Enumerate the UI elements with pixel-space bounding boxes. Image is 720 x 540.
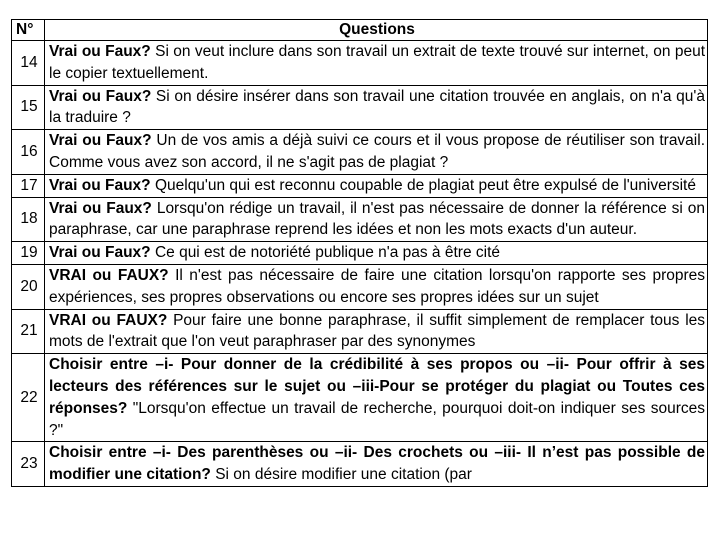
question-body: Quelqu'un qui est reconnu coupable de plagiat peut être expulsé de l'université bbox=[150, 176, 696, 194]
question-body: Si on désire insérer dans son travail une citation trouvée en anglais, on n'a qu'à la traduire ? bbox=[49, 87, 705, 127]
question-row-21 bbox=[12, 309, 708, 354]
question-row-17 bbox=[12, 174, 708, 197]
questions-header: Questions bbox=[45, 20, 708, 41]
question-row-18 bbox=[12, 197, 708, 242]
question-row-15 bbox=[12, 85, 708, 130]
question-body: "Lorsqu'on effectue un travail de recherche, pourquoi doit-on indiquer ses sources ?" bbox=[49, 399, 705, 439]
question-text bbox=[45, 309, 708, 354]
question-text bbox=[45, 41, 708, 86]
question-number: 23 bbox=[12, 442, 45, 487]
question-text bbox=[45, 442, 708, 487]
question-lead: Vrai ou Faux? bbox=[49, 132, 152, 150]
question-text bbox=[45, 264, 708, 309]
number-header: N° bbox=[12, 20, 45, 41]
questions-table bbox=[11, 19, 708, 487]
question-lead: Vrai ou Faux? bbox=[49, 43, 151, 60]
question-row-23 bbox=[12, 442, 708, 487]
question-number: 21 bbox=[12, 309, 45, 354]
question-lead: Vrai ou Faux? bbox=[49, 244, 151, 262]
question-number: 15 bbox=[12, 85, 45, 130]
question-row-20 bbox=[12, 264, 708, 309]
header-row bbox=[12, 20, 708, 41]
question-body: Il n'est pas nécessaire de faire une citation lorsqu'on rapporte ses propres expériences, ses propres observations ou encore ses propres idées sur un sujet bbox=[49, 266, 706, 306]
question-number: 19 bbox=[12, 242, 45, 265]
question-number: 16 bbox=[12, 130, 45, 175]
question-lead: Vrai ou Faux? bbox=[49, 199, 152, 217]
question-lead: Choisir entre –i- Pour donner de la crédibilité à ses propos ou –ii- Pour offrir à ses lecteurs des références sur le sujet ou –iii-Pour se protéger du plagiat ou Toutes ces réponses? bbox=[49, 356, 705, 417]
question-row-19 bbox=[12, 242, 708, 265]
question-number: 14 bbox=[12, 41, 45, 86]
question-body: Pour faire une bonne paraphrase, il suffit simplement de remplacer tous les mots de l'extrait que l'on veut paraphraser par des synonymes bbox=[49, 311, 706, 351]
question-text bbox=[45, 197, 708, 242]
question-lead: Vrai ou Faux? bbox=[49, 176, 151, 194]
question-number: 22 bbox=[12, 354, 45, 442]
question-text bbox=[45, 354, 708, 442]
question-row-22 bbox=[12, 354, 708, 442]
question-lead: VRAI ou FAUX? bbox=[49, 311, 168, 329]
question-number: 20 bbox=[12, 264, 45, 309]
question-text bbox=[45, 85, 708, 130]
question-number: 17 bbox=[12, 174, 45, 197]
question-row-16 bbox=[12, 130, 708, 175]
question-lead: Choisir entre –i- Des parenthèses ou –ii- Des crochets ou –iii- Il n’est pas possible de modifier une citation? bbox=[49, 444, 705, 484]
question-body: Lorsqu'on rédige un travail, il n'est pas nécessaire de donner la référence si on paraphrase, car une paraphrase reprend les idées et non les mots exacts d'un auteur. bbox=[49, 199, 706, 239]
question-text bbox=[45, 130, 708, 175]
question-body: Si on veut inclure dans son travail un extrait de texte trouvé sur internet, on peut le copier textuellement. bbox=[49, 43, 705, 82]
question-body: Ce qui est de notoriété publique n'a pas à être cité bbox=[150, 244, 500, 262]
question-text bbox=[45, 242, 708, 265]
question-lead: VRAI ou FAUX? bbox=[49, 266, 169, 284]
question-body: Un de vos amis a déjà suivi ce cours et il vous propose de réutiliser son travail. Comme vous avez son accord, il ne s'agit pas de plagiat ? bbox=[49, 132, 705, 171]
question-text bbox=[45, 174, 708, 197]
question-number: 18 bbox=[12, 197, 45, 242]
question-lead: Vrai ou Faux? bbox=[49, 87, 152, 105]
question-body: Si on désire modifier une citation (par bbox=[210, 466, 472, 484]
question-row-14 bbox=[12, 41, 708, 86]
